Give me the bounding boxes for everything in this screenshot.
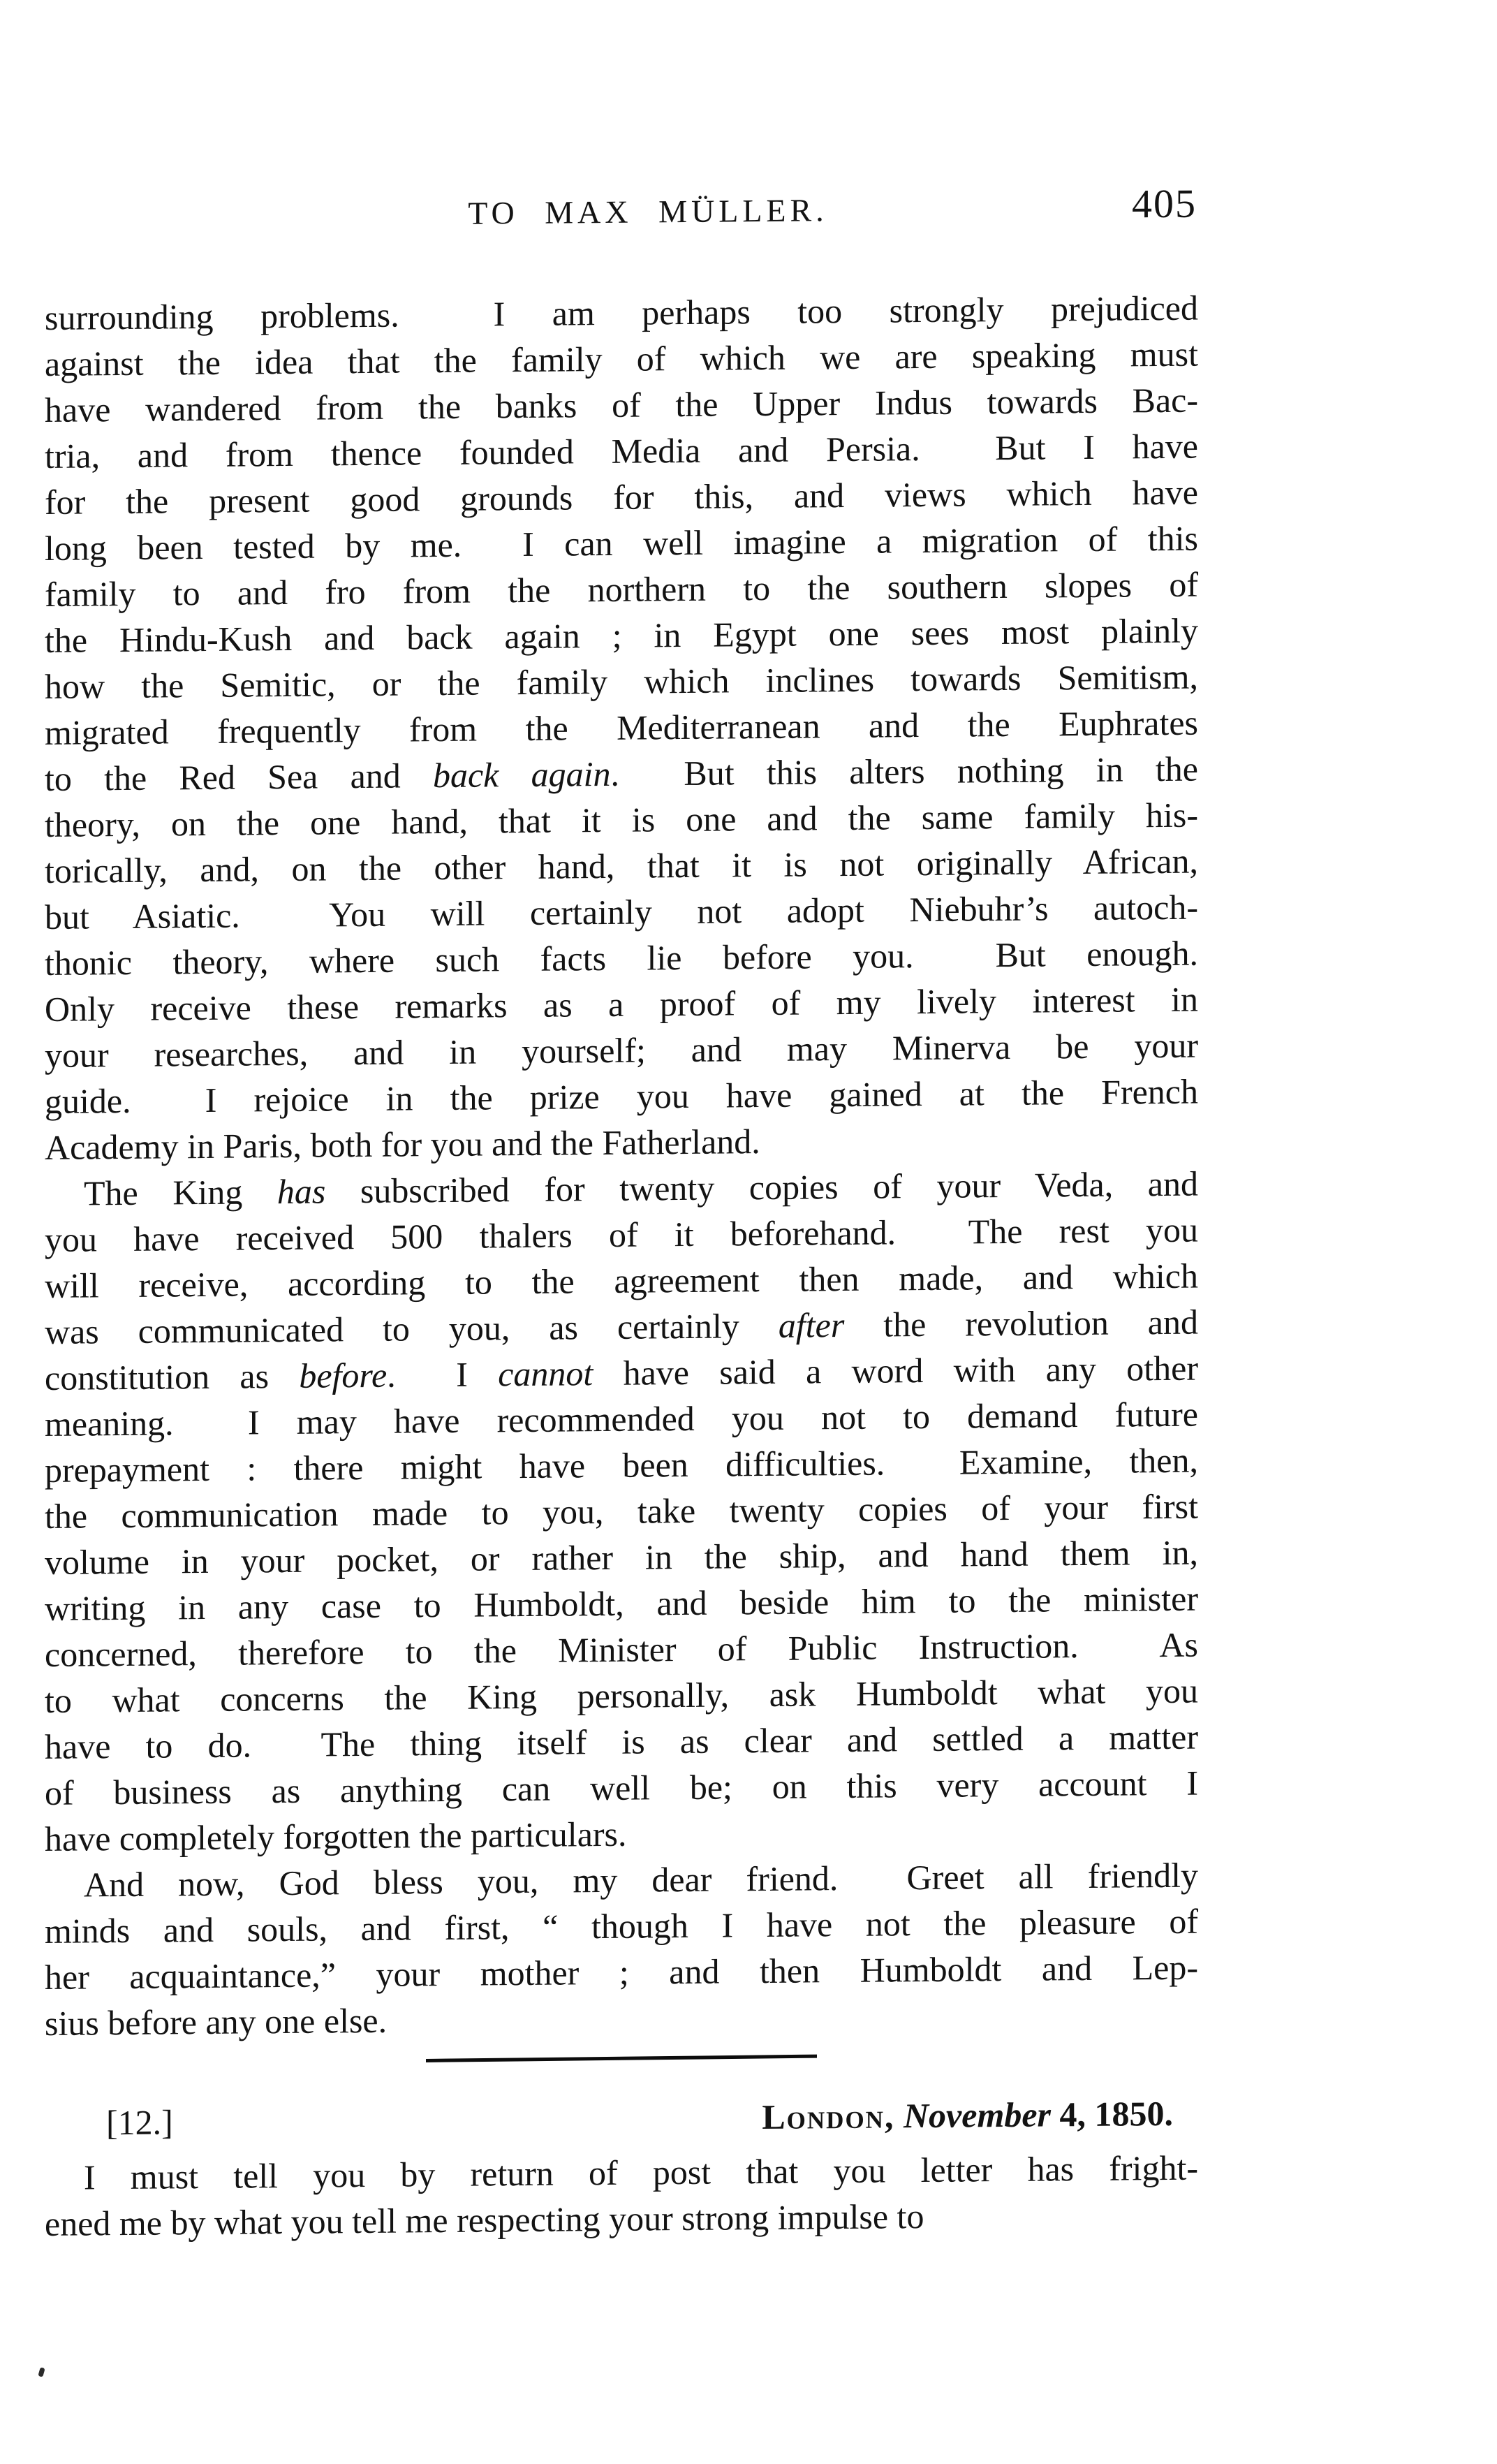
text-segment: migrated frequently from the Mediterranean and the Euphrates (45, 703, 1198, 752)
text-segment: ened me by what you tell me respecting your strong impulse to (45, 2197, 924, 2243)
italic-text: back again (432, 754, 611, 795)
italic-text: after (778, 1305, 845, 1345)
text-segment: against the idea that the family of which we are speaking must (45, 334, 1198, 383)
text-segment: but Asiatic. You will certainly not adopt Niebuhr’s autoch- (45, 887, 1198, 937)
text-segment: . I (387, 1354, 499, 1395)
text-segment: thonic theory, where such facts lie before you. But enough. (45, 933, 1198, 983)
text-segment: of business as anything can well be; on this very account I (45, 1763, 1198, 1812)
text-segment: And now, God bless you, my dear friend. Greet all friendly (84, 1855, 1198, 1905)
letter-number: [12.] (106, 2102, 173, 2143)
text-segment: family to and fro from the northern to the southern slopes of (45, 564, 1198, 614)
text-segment: subscribed for twenty copies of your Veda, and (325, 1164, 1198, 1211)
text-segment: tria, and from thence founded Media and Persia. But I have (45, 426, 1198, 476)
text-segment: your researches, and in yourself; and may Minerva be your (45, 1025, 1198, 1075)
section-divider-rule (426, 2055, 817, 2062)
text-line (45, 2191, 1198, 2247)
text-segment: to the Red Sea and (45, 756, 433, 798)
dateline-place: London, (762, 2096, 895, 2137)
letter-body-text (45, 285, 1198, 2046)
letter-12-body-text (45, 2145, 1198, 2247)
text-segment: sius before any one else. (45, 2000, 388, 2043)
place-and-date (762, 2090, 1198, 2140)
letter-dateline (45, 2090, 1198, 2146)
text-segment: to what concerns the King personally, ask Humboldt what you (45, 1671, 1198, 1720)
text-segment: I must tell you by return of post that you letter has fright- (84, 2148, 1198, 2197)
italic-text: before (299, 1355, 388, 1395)
text-segment: surrounding problems. I am perhaps too strongly prejudiced (45, 288, 1198, 337)
text-segment: The King (84, 1172, 277, 1213)
text-segment: her acquaintance,” your mother ; and then Humboldt and Lep- (45, 1947, 1198, 1997)
text-segment: the communication made to you, take twenty copies of your first (45, 1486, 1198, 1536)
text-segment: . But this alters nothing in the (610, 749, 1198, 793)
text-segment: will receive, according to the agreement then made, and which (45, 1256, 1198, 1305)
text-segment: writing in any case to Humboldt, and beside him to the minister (45, 1578, 1198, 1628)
text-segment: minds and souls, and first, “ though I have not the pleasure of (45, 1901, 1198, 1951)
paragraph (45, 1161, 1198, 1862)
text-line (45, 1990, 1198, 2046)
text-segment: how the Semitic, or the family which inclines towards Semitism, (45, 657, 1198, 706)
text-segment: long been tested by me. I can well imagine a migration of this (45, 518, 1198, 568)
page-number: 405 (1132, 180, 1197, 227)
running-title: TO MAX MÜLLER. (468, 192, 828, 231)
text-segment: Academy in Paris, both for you and the Fatherland. (45, 1122, 760, 1167)
text-segment: theory, on the one hand, that it is one and the same family his- (45, 795, 1198, 844)
text-segment: meaning. I may have recommended you not to demand future (45, 1394, 1198, 1444)
dateline-month: November (903, 2095, 1051, 2136)
text-segment: guide. I rejoice in the prize you have gained at the French (45, 1071, 1198, 1121)
text-segment: for the present good grounds for this, and views which have (45, 472, 1198, 522)
scan-artifact-speck (38, 2367, 45, 2377)
text-segment: you have received 500 thalers of it beforehand. The rest you (45, 1210, 1198, 1259)
text-segment: constitution as (45, 1356, 300, 1398)
text-segment: volume in your pocket, or rather in the ship, and hand them in, (45, 1532, 1198, 1582)
text-segment: the revolution and (844, 1302, 1198, 1345)
italic-text: cannot (498, 1354, 593, 1394)
text-segment: prepayment : there might have been difficulties. Examine, then, (45, 1440, 1198, 1490)
text-segment: concerned, therefore to the Minister of Public Instruction. As (45, 1625, 1198, 1674)
text-segment: have completely forgotten the particulars. (45, 1814, 627, 1858)
text-segment: the Hindu-Kush and back again ; in Egypt one sees most plainly (45, 610, 1198, 660)
dateline-date-rest: 4, 1850. (1051, 2093, 1173, 2134)
page-header (45, 180, 1198, 237)
text-segment: have to do. The thing itself is as clear and settled a matter (45, 1717, 1198, 1766)
paragraph (45, 2145, 1198, 2247)
italic-text: has (276, 1171, 326, 1212)
paragraph (45, 1852, 1198, 2046)
text-segment: Only receive these remarks as a proof of my lively interest in (45, 979, 1198, 1029)
text-segment: have said a word with any other (593, 1348, 1198, 1393)
text-segment: torically, and, on the other hand, that it is not originally African, (45, 841, 1198, 890)
text-segment: was communicated to you, as certainly (45, 1305, 779, 1351)
text-segment: have wandered from the banks of the Upper Indus towards Bac- (45, 380, 1198, 430)
paragraph (45, 285, 1198, 1171)
page-content (45, 180, 1198, 2247)
